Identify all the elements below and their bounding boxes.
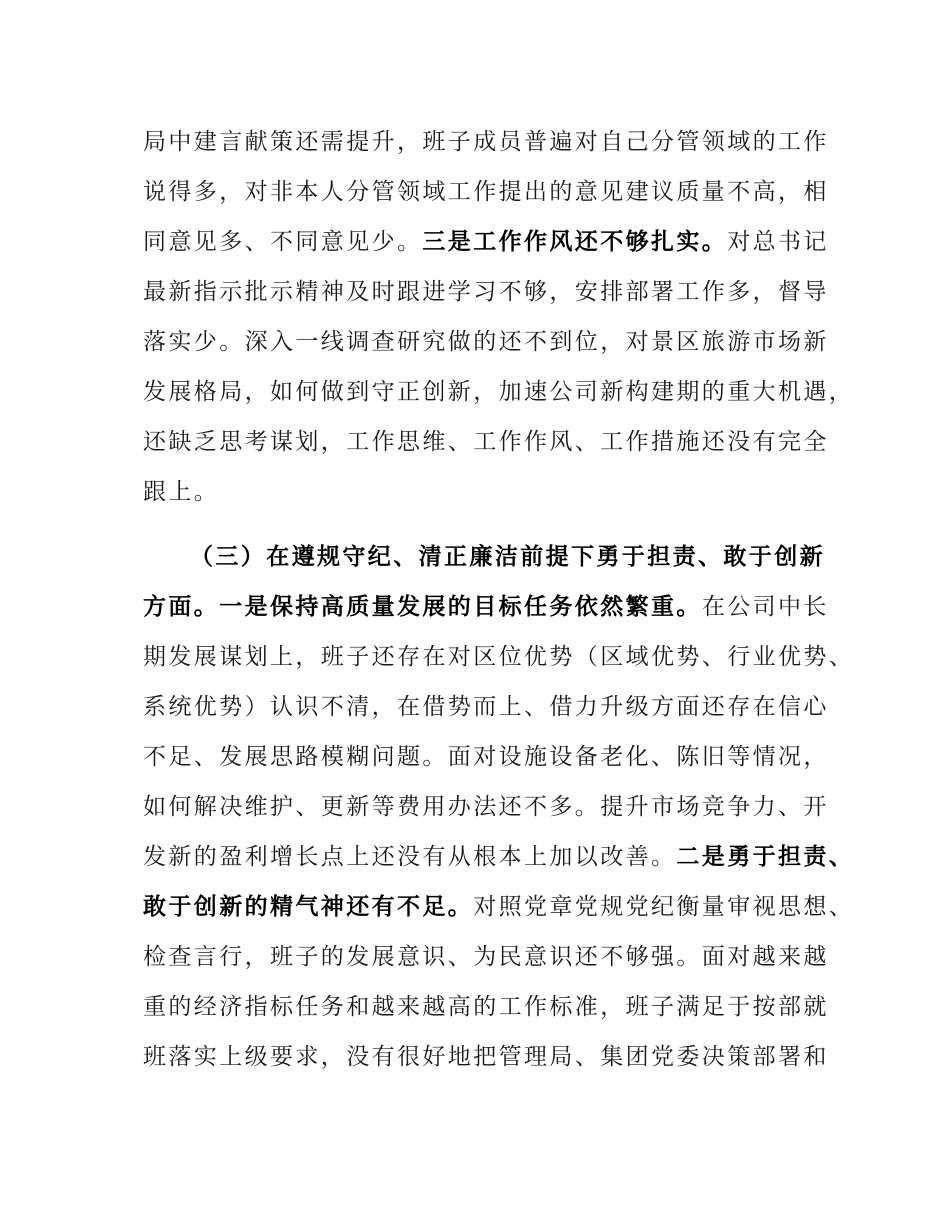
text-segment: 发新的盈利增长点上还没有从根本上加以改善。: [143, 844, 677, 870]
text-segment: 班落实上级要求，没有很好地把管理局、集团党委决策部署和: [143, 1044, 829, 1070]
text-segment: 重的经济指标任务和越来越高的工作标准，班子满足于按部就: [143, 994, 829, 1020]
text-segment: 局中建言献策还需提升，班子成员普遍对自己分管领域的工作: [143, 129, 829, 155]
text-line: [143, 168, 829, 217]
text-line: [143, 468, 823, 517]
bold-heading-segment: 方面。一是保持高质量发展的目标任务依然繁重。: [143, 594, 702, 620]
text-segment: 系统优势）认识不清，在借势而上、借力升级方面还存在信心: [143, 694, 829, 720]
text-segment: 落实少。深入一线调查研究做的还不到位，对景区旅游市场新: [143, 329, 829, 355]
text-line: [143, 1033, 829, 1082]
text-segment: 对总书记: [727, 229, 829, 255]
text-segment: 在公司中长: [701, 594, 829, 620]
text-segment: 期发展谋划上，班子还存在对区位优势（区域优势、行业优势、: [143, 644, 855, 670]
section-heading: （三）在遵规守纪、清正廉洁前提下勇于担责、敢于创新: [190, 544, 825, 570]
bold-heading-segment: 三是工作作风还不够扎实。: [422, 229, 728, 255]
text-segment: 对照党章党规党纪衡量审视思想、: [473, 894, 855, 920]
text-segment: 同意见多、不同意见少。: [143, 229, 423, 255]
bold-heading-segment: 敢于创新的精气神还有不足。: [143, 894, 474, 920]
text-line: [143, 268, 829, 317]
text-line: [143, 118, 829, 167]
text-line: [143, 683, 829, 732]
text-segment: 发展格局，如何做到守正创新，加速公司新构建期的重大机遇，: [143, 379, 855, 405]
text-line: [143, 418, 829, 467]
text-line: [143, 633, 855, 682]
text-line: [143, 583, 829, 632]
text-line: [143, 318, 829, 367]
text-line: [143, 933, 829, 982]
text-line: [143, 833, 855, 882]
text-line: [143, 883, 855, 932]
text-segment: 最新指示批示精神及时跟进学习不够，安排部署工作多，督导: [143, 279, 829, 305]
text-segment: 如何解决维护、更新等费用办法还不多。提升市场竞争力、开: [143, 794, 829, 820]
text-segment: 不足、发展思路模糊问题。面对设施设备老化、陈旧等情况，: [143, 744, 829, 770]
text-line: [143, 983, 829, 1032]
text-line: [143, 783, 829, 832]
bold-heading-segment: 二是勇于担责、: [676, 844, 855, 870]
text-line: [143, 368, 855, 417]
text-line: [143, 218, 829, 267]
text-segment: 跟上。: [143, 479, 220, 505]
text-line: [143, 733, 829, 782]
text-segment: 说得多，对非本人分管领域工作提出的意见建议质量不高，相: [143, 179, 829, 205]
text-segment: 检查言行，班子的发展意识、为民意识还不够强。面对越来越: [143, 944, 829, 970]
section-heading-line: [190, 533, 870, 582]
text-segment: 还缺乏思考谋划，工作思维、工作作风、工作措施还没有完全: [143, 429, 829, 455]
